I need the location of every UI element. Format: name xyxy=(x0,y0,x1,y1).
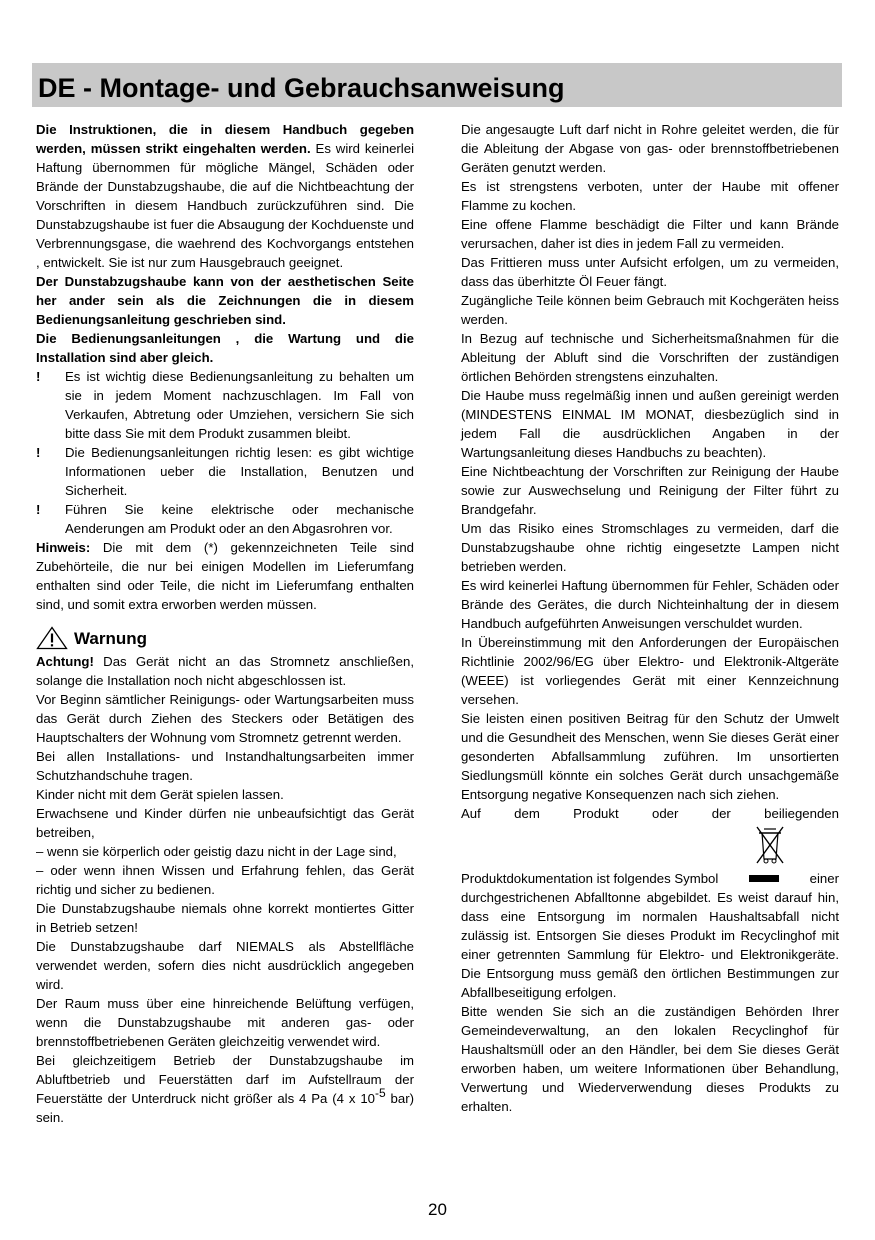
intro-bold: Die Instruktionen, die in diesem Handbuch gegeben werden, müssen strikt eingehalten werden. xyxy=(36,122,414,156)
paragraph: Die Dunstabzugshaube darf NIEMALS als Abstellfläche verwendet werden, sofern dies nicht ausdrücklich angegeben wird. xyxy=(36,939,414,992)
achtung-paragraph xyxy=(36,652,414,690)
symbol-line xyxy=(461,869,839,888)
crossed-out-bin-icon xyxy=(755,825,785,865)
paragraph: Der Raum muss über eine hinreichende Belüftung verfügen, wenn die Dunstabzugshaube mit anderen gas- oder brennstoffbetriebenen Geräten gleichzeitig verwendet wird. xyxy=(36,996,414,1049)
exclamation-icon: ! xyxy=(36,445,41,460)
warning-title: Warnung xyxy=(74,628,148,648)
warning-triangle-icon xyxy=(36,626,68,650)
black-bar-icon xyxy=(749,875,779,882)
exponent: -5 xyxy=(375,1086,386,1100)
weee-word: Auf xyxy=(461,806,481,821)
symbol-line-text: Produktdokumentation ist folgendes Symbol xyxy=(461,871,719,886)
paragraph: Die angesaugte Luft darf nicht in Rohre geleitet werden, die für die Ableitung der Abgase von gas- oder brennstoffbetriebenen Geräten genutzt werden. xyxy=(461,122,839,175)
achtung-label: Achtung! xyxy=(36,654,94,669)
paragraph: Die Haube muss regelmäßig innen und außen gereinigt werden (MINDESTENS EINMAL IM MONAT, diesbezüglich sind in jedem Fall die ausdrücklichen Angaben in der Wartungsanleitung dieses Handbuchs zu beachten). xyxy=(461,388,839,460)
paragraph: Bitte wenden Sie sich an die zuständigen Behörden Ihrer Gemeindeverwaltung, an den lokalen Recyclinghof für Haushaltsmüll oder an den Händler, bei dem Sie dieses Gerät erworben haben, um weitere Informationen über Behandlung, Verwertung und Wiederverwendung dieses Produkts zu erhalten. xyxy=(461,1004,839,1114)
weee-word: beiliegenden xyxy=(764,806,839,821)
pressure-text: Bei gleichzeitigem Betrieb der Dunstabzugshaube im Abluftbetrieb und Feuerstätten darf im Aufstellraum der Feuerstätte der Unterdruck nicht größer als 4 Pa (4 x 10 xyxy=(36,1053,414,1106)
hinweis-paragraph xyxy=(36,538,414,614)
paragraph: In Übereinstimmung mit den Anforderungen der Europäischen Richtlinie 2002/96/EG über Elektro- und Elektronik-Altgeräte (WEEE) ist vorliegendes Gerät mit einer Kennzeichnung versehen. xyxy=(461,635,839,707)
pressure-text-end: bar) sein. xyxy=(36,1091,414,1125)
weee-word: dem xyxy=(514,806,540,821)
page-title: DE - Montage- und Gebrauchsanweisung xyxy=(38,73,565,103)
paragraph: Vor Beginn sämtlicher Reinigungs- oder Wartungsarbeiten muss das Gerät durch Ziehen des Steckers oder Betätigen des Hauptschalters der Wohnung vom Stromnetz getrennt werden. xyxy=(36,692,414,745)
paragraph: Erwachsene und Kinder dürfen nie unbeaufsichtigt das Gerät betreiben, xyxy=(36,806,414,840)
hinweis-text: Die mit dem (*) gekennzeichneten Teile sind Zubehörteile, die nur bei einigen Modellen im Lieferumfang enthalten sind oder Teile, die nicht im Lieferumfang enthalten sind, und somit extra erworben werden müssen. xyxy=(36,540,414,612)
paragraph: durchgestrichenen Abfalltonne abgebildet. Es weist darauf hin, dass eine Entsorgung im normalen Haushaltsabfall nicht zulässig ist. Entsorgen Sie dieses Produkt im Recyclinghof mit einer getrennten Sammlung für Elektro- und Elektronikgeräte. Die Entsorgung muss gemäß den örtlichen Bestimmungen zur Abfallbeseitigung erfolgen. xyxy=(461,890,839,1000)
paragraph: Es ist strengstens verboten, unter der Haube mit offener Flamme zu kochen. xyxy=(461,179,839,213)
paragraph: – wenn sie körperlich oder geistig dazu nicht in der Lage sind, xyxy=(36,844,397,859)
paragraph: Eine offene Flamme beschädigt die Filter und kann Brände verursachen, daher ist dies in jedem Fall zu vermeiden. xyxy=(461,217,839,251)
paragraph: Sie leisten einen positiven Beitrag für den Schutz der Umwelt und die Gesundheit des Menschen, wenn Sie dieses Gerät einer gesonderten Abfallsammlung zuführen. Im unsortierten Siedlungsmüll könnte ein solches Gerät durch unsachgemäße Entsorgung negative Konsequenzen nach sich ziehen. xyxy=(461,711,839,802)
paragraph: Um das Risiko eines Stromschlages zu vermeiden, darf die Dunstabzugshaube ohne richtig eingesetzte Lampen nicht betrieben werden. xyxy=(461,521,839,574)
bullet-item xyxy=(36,500,414,538)
bullet-text: Es ist wichtig diese Bedienungsanleitung zu behalten um sie in jedem Moment nachzuschlagen. Im Fall von Verkaufen, Abtretung oder Umziehen, versichern Sie sich bitte dass Sie mit dem Produkt zusammen bleibt. xyxy=(65,369,414,441)
weee-line xyxy=(461,804,839,823)
page-number: 20 xyxy=(428,1200,447,1219)
paragraph: – oder wenn ihnen Wissen und Erfahrung fehlen, das Gerät richtig und sicher zu bedienen. xyxy=(36,863,414,897)
symbol-line-end: einer xyxy=(809,871,839,886)
intro-paragraph xyxy=(36,120,414,272)
bullet-item xyxy=(36,443,414,500)
paragraph: In Bezug auf technische und Sicherheitsmaßnahmen für die Ableitung der Abluft sind die Vorschriften der zuständigen örtlichen Behörden strengstens einzuhalten. xyxy=(461,331,839,384)
paragraph: Das Frittieren muss unter Aufsicht erfolgen, um zu vermeiden, dass das überhitzte Öl Feuer fängt. xyxy=(461,255,839,289)
intro-text: Es wird keinerlei Haftung übernommen für mögliche Mängel, Schäden oder Brände der Dunstabzugshaube, die auf die Nichtbeachtung der Vorschriften in diesem Handbuch zurückzuführen sind. Die Dunstabzugshaube ist fuer die Absaugung der Kochduenste und Verbrennungsgase, die waehrend des Kochvorgangs entstehen , entwickelt. Sie ist nur zum Hausgebrauch geeignet. xyxy=(36,141,414,270)
exclamation-icon: ! xyxy=(36,369,41,384)
page-header xyxy=(32,63,842,107)
hinweis-label: Hinweis: xyxy=(36,540,91,555)
paragraph: Zugängliche Teile können beim Gebrauch mit Kochgeräten heiss werden. xyxy=(461,293,839,327)
paragraph: Kinder nicht mit dem Gerät spielen lassen. xyxy=(36,787,284,802)
weee-icon-row xyxy=(461,823,839,869)
exclamation-icon: ! xyxy=(36,502,41,517)
weee-word: der xyxy=(711,806,731,821)
pressure-paragraph xyxy=(36,1051,414,1127)
paragraph: Eine Nichtbeachtung der Vorschriften zur Reinigung der Haube sowie zur Auswechselung und Reinigung der Filter führt zu Brandgefahr. xyxy=(461,464,839,517)
weee-word: Produkt xyxy=(573,806,619,821)
warning-heading xyxy=(36,626,414,650)
bullet-text: Die Bedienungsanleitungen richtig lesen: es gibt wichtige Informationen ueber die Installation, Benutzen und Sicherheit. xyxy=(65,445,414,498)
right-column xyxy=(461,120,839,1116)
design-note: Der Dunstabzugshaube kann von der aesthetischen Seite her ander sein als die Zeichnungen die in diesem Bedienungsanleitung geschrieben sind. xyxy=(36,274,414,327)
paragraph: Es wird keinerlei Haftung übernommen für Fehler, Schäden oder Brände des Gerätes, die durch Nichteinhaltung der in diesem Handbuch aufgeführten Anweisungen verschuldet wurden. xyxy=(461,578,839,631)
instructions-note: Die Bedienungsanleitungen , die Wartung und die Installation sind aber gleich. xyxy=(36,331,414,365)
bullet-item xyxy=(36,367,414,443)
paragraph: Bei allen Installations- und Instandhaltungsarbeiten immer Schutzhandschuhe tragen. xyxy=(36,749,414,783)
bullet-text: Führen Sie keine elektrische oder mechanische Aenderungen am Produkt oder an den Abgasrohren vor. xyxy=(65,502,414,536)
weee-word: oder xyxy=(651,806,679,821)
achtung-text: Das Gerät nicht an das Stromnetz anschließen, solange die Installation noch nicht abgeschlossen ist. xyxy=(36,654,414,688)
paragraph: Die Dunstabzugshaube niemals ohne korrekt montiertes Gitter in Betrieb setzen! xyxy=(36,901,414,935)
left-column xyxy=(36,120,414,1127)
